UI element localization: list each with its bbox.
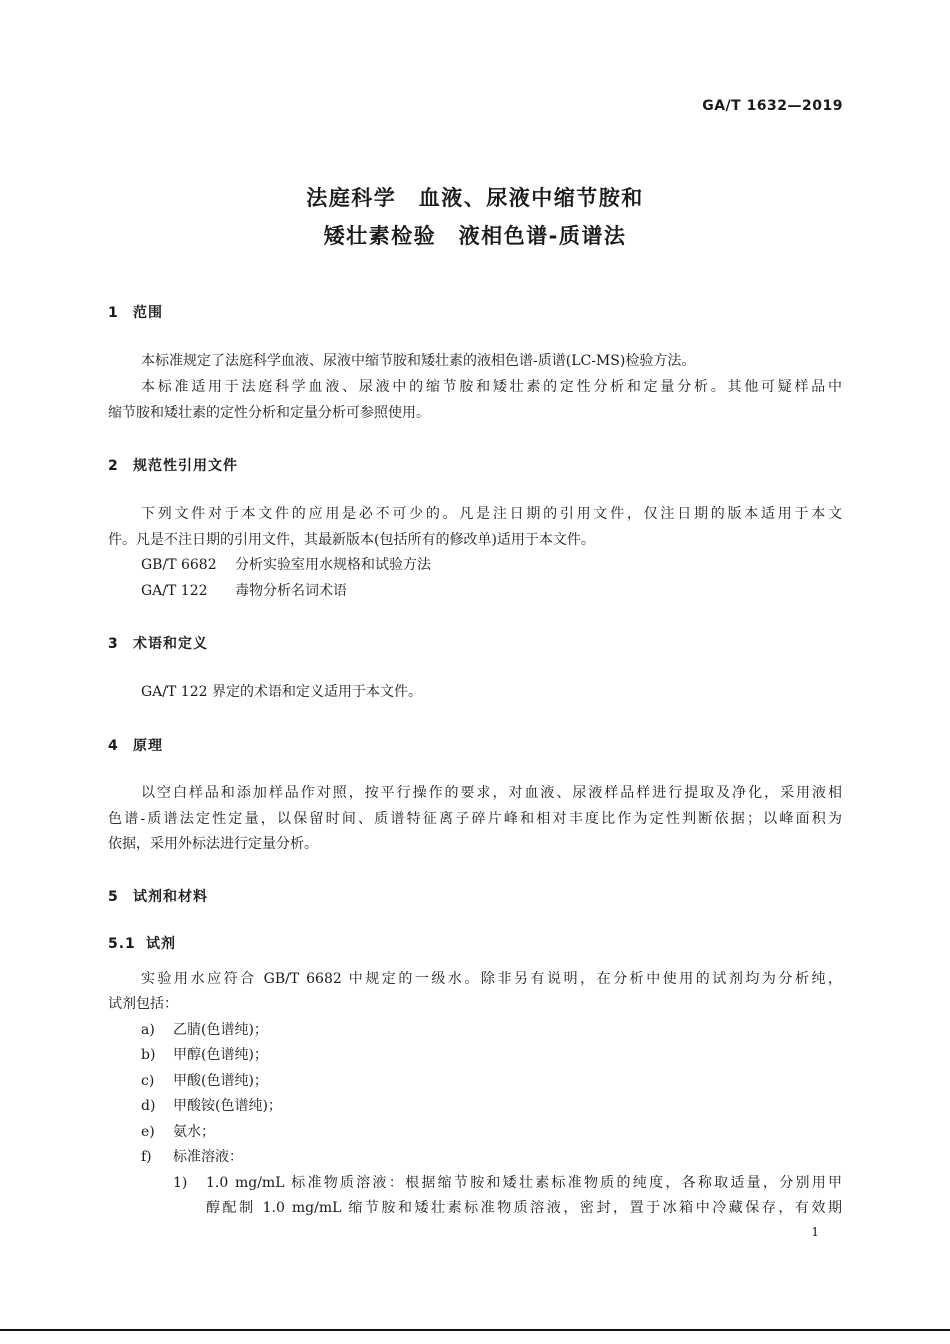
section-number: 2 <box>108 458 119 474</box>
section-number: 4 <box>108 738 119 754</box>
reference-name: 毒物分析名词术语 <box>235 583 347 599</box>
page-number: 1 <box>811 1225 819 1239</box>
standard-code: GA/T 1632—2019 <box>702 98 843 114</box>
list-text: 甲醇(色谱纯)； <box>173 1047 268 1063</box>
section-number: 3 <box>108 636 119 652</box>
paragraph-line: 缩节胺和矮壮素的定性分析和定量分析可参照使用。 <box>108 405 430 421</box>
paragraph-line: 色谱-质谱法定性定量，以保留时间、质谱特征离子碎片峰和相对丰度比作为定性判断依据；以峰面积为 <box>108 811 842 827</box>
list-item <box>141 1148 243 1166</box>
paragraph-line: 依据，采用外标法进行定量分析。 <box>108 836 318 852</box>
sub-list-marker: 1) <box>173 1175 188 1191</box>
list-item <box>141 1046 268 1064</box>
reference-code: GB/T 6682 <box>141 557 217 573</box>
list-marker: a) <box>141 1022 155 1038</box>
list-text: 氨水； <box>173 1124 215 1140</box>
list-marker: d) <box>141 1098 156 1114</box>
section-number: 1 <box>108 305 119 321</box>
document-title-line-2: 矮壮素检验 液相色谱-质谱法 <box>323 224 627 248</box>
paragraph-line: 下列文件对于本文件的应用是必不可少的。凡是注日期的引用文件，仅注日期的版本适用于本文 <box>141 506 842 522</box>
section-4-heading <box>108 735 163 755</box>
list-marker: f) <box>141 1149 152 1165</box>
list-item <box>141 1123 215 1141</box>
subsection-5-1-heading <box>108 933 176 953</box>
sub-list-text-line: 醇配制 1.0 mg/mL 缩节胺和矮壮素标准物质溶液，密封，置于冰箱中冷藏保存，有效期 <box>206 1200 842 1216</box>
section-title: 原理 <box>133 738 163 754</box>
section-number: 5 <box>108 889 119 905</box>
sub-list-text-line: 1.0 mg/mL 标准物质溶液：根据缩节胺和矮壮素标准物质的纯度，各称取适量，分别用甲 <box>206 1175 842 1191</box>
list-item <box>141 1021 268 1039</box>
section-3-heading <box>108 633 208 653</box>
subsection-number: 5.1 <box>108 936 136 952</box>
paragraph-line: GA/T 122 界定的术语和定义适用于本文件。 <box>141 684 422 700</box>
list-item <box>141 1097 282 1115</box>
section-5-heading <box>108 886 208 906</box>
paragraph-line: 件。凡是不注日期的引用文件，其最新版本(包括所有的修改单)适用于本文件。 <box>108 532 595 548</box>
normative-reference <box>141 556 431 574</box>
section-title: 术语和定义 <box>133 636 208 652</box>
paragraph-line: 本标准规定了法庭科学血液、尿液中缩节胺和矮壮素的液相色谱-质谱(LC-MS)检验方法。 <box>141 353 696 369</box>
paragraph-line: 以空白样品和添加样品作对照，按平行操作的要求，对血液、尿液样品样进行提取及净化，采用液相 <box>141 785 842 801</box>
list-marker: e) <box>141 1124 155 1140</box>
subsection-title: 试剂 <box>146 936 176 952</box>
sub-list-item <box>173 1174 206 1192</box>
paragraph-line: 实验用水应符合 GB/T 6682 中规定的一级水。除非另有说明，在分析中使用的试剂均为分析纯， <box>141 971 842 987</box>
list-item <box>141 1072 268 1090</box>
document-title-line-1: 法庭科学 血液、尿液中缩节胺和 <box>306 186 644 210</box>
section-2-heading <box>108 455 238 475</box>
section-title: 试剂和材料 <box>133 889 208 905</box>
list-marker: b) <box>141 1047 156 1063</box>
list-text: 甲酸铵(色谱纯)； <box>173 1098 282 1114</box>
paragraph-line: 试剂包括： <box>108 996 178 1012</box>
paragraph-line: 本标准适用于法庭科学血液、尿液中的缩节胺和矮壮素的定性分析和定量分析。其他可疑样品中 <box>141 379 842 395</box>
section-title: 范围 <box>133 305 163 321</box>
list-text: 标准溶液： <box>173 1149 243 1165</box>
section-title: 规范性引用文件 <box>133 458 238 474</box>
reference-name: 分析实验室用水规格和试验方法 <box>235 557 431 573</box>
list-marker: c) <box>141 1073 155 1089</box>
section-1-heading <box>108 302 163 322</box>
reference-code: GA/T 122 <box>141 583 208 599</box>
page-bottom-rule <box>0 1329 950 1331</box>
list-text: 甲酸(色谱纯)； <box>173 1073 268 1089</box>
normative-reference <box>141 582 347 600</box>
list-text: 乙腈(色谱纯)； <box>173 1022 268 1038</box>
